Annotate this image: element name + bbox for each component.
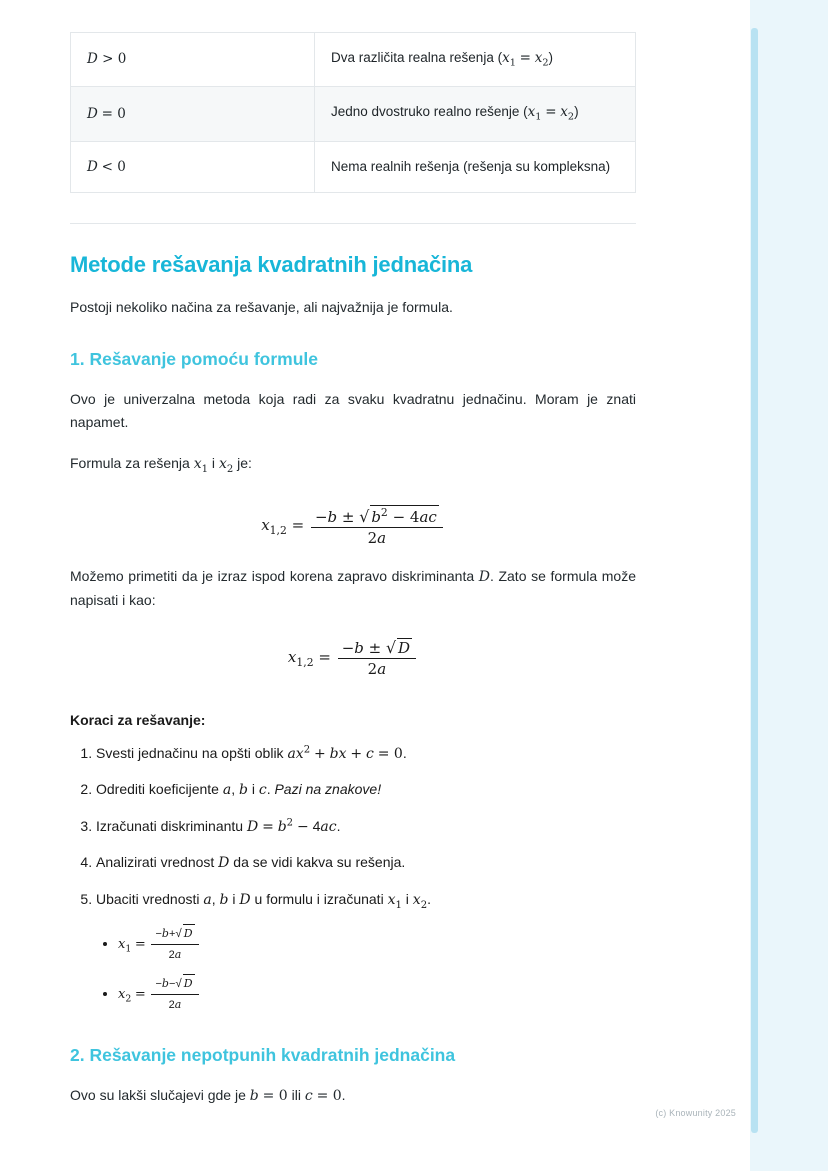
subsection-title-1: 1. Rešavanje pomoću formule	[70, 349, 318, 370]
list-item: • $x_2$ = $\frac{-b-√ D}{2a}$	[118, 974, 636, 1015]
table-cell-condition: D < 0	[71, 141, 315, 193]
paragraph-incomplete-equations: Ovo su lakši slučajevi gde je b = 0 ili c = 0.	[70, 1086, 346, 1104]
table-row	[71, 87, 636, 141]
list-item: • $x_1$ = $\frac{-b+√ D}{2a}$	[118, 924, 636, 965]
table-cell-description: Dva različita realna rešenja $(x_1 = x_2)$	[315, 33, 636, 87]
page-edge-decoration	[750, 0, 828, 1171]
list-item: 2. Odrediti koeficijente a, b i c. Pazi na znakove!	[96, 778, 636, 801]
table-cell-description: Nema realnih rešenja (rešenja su kompleksna)	[315, 141, 636, 193]
subsection-title-2: 2. Rešavanje nepotpunih kvadratnih jednačina	[70, 1044, 456, 1065]
steps-heading: Koraci za rešavanje:	[70, 712, 206, 729]
intro-paragraph: Postoji nekoliko načina za rešavanje, ali najvažnija je formula.	[70, 299, 453, 316]
table-cell-condition: D > 0	[71, 33, 315, 87]
paragraph-discriminant-note: Možemo primetiti da je izraz ispod korena zapravo diskriminanta D. Zato se formula može napisati i kao:	[70, 567, 636, 608]
paragraph-formula-intro: Formula za rešenja $x_1$ i $x_2$ je:	[70, 455, 252, 476]
quadratic-formula-discriminant: $x_{1,2}$ = $\frac{-b \pm √ D}{2a}$	[70, 638, 636, 678]
page-edge-accent-bar	[751, 28, 758, 1133]
list-item: 1. Svesti jednačinu na opšti oblik $ax^2$ + bx + c = 0.	[96, 742, 636, 765]
formula-intro-mid: i	[208, 455, 219, 472]
substeps-list	[96, 924, 636, 1015]
table-row	[71, 33, 636, 87]
copyright-footer: (c) Knowunity 2025	[655, 1108, 736, 1118]
page-title: Metode rešavanja kvadratnih jednačina	[70, 252, 473, 278]
list-item: 3. Izračunati diskriminantu $D = b^2 - 4ac$.	[96, 815, 636, 838]
discriminant-table	[70, 32, 636, 193]
steps-list	[70, 742, 636, 1015]
list-item: 5. Ubaciti vrednosti a, b i D u formulu i izračunati $x_1$ i $x_2$. • $x_1$ = $\frac{-b+√ D}{2a}$ • $x_2$ = $\frac{-b-√ D}{2a}$	[96, 888, 636, 1015]
quadratic-formula-full: $x_{1,2}$ = $\frac{-b \pm √ b^2 - 4ac}{2a}$	[70, 505, 636, 547]
table-cell-condition: D = 0	[71, 87, 315, 141]
formula-intro-post: je:	[233, 455, 252, 472]
table-cell-description: Jedno dvostruko realno rešenje $(x_1 = x_2)$	[315, 87, 636, 141]
section-divider	[70, 223, 636, 224]
document-content	[70, 30, 636, 1108]
paragraph-method-description: Ovo je univerzalna metoda koja radi za svaku kvadratnu jednačinu. Moram je znati napamet.	[70, 391, 636, 431]
formula-intro-pre: Formula za rešenja	[70, 455, 194, 472]
table-row	[71, 141, 636, 193]
list-item: 4. Analizirati vrednost D da se vidi kakva su rešenja.	[96, 851, 636, 874]
